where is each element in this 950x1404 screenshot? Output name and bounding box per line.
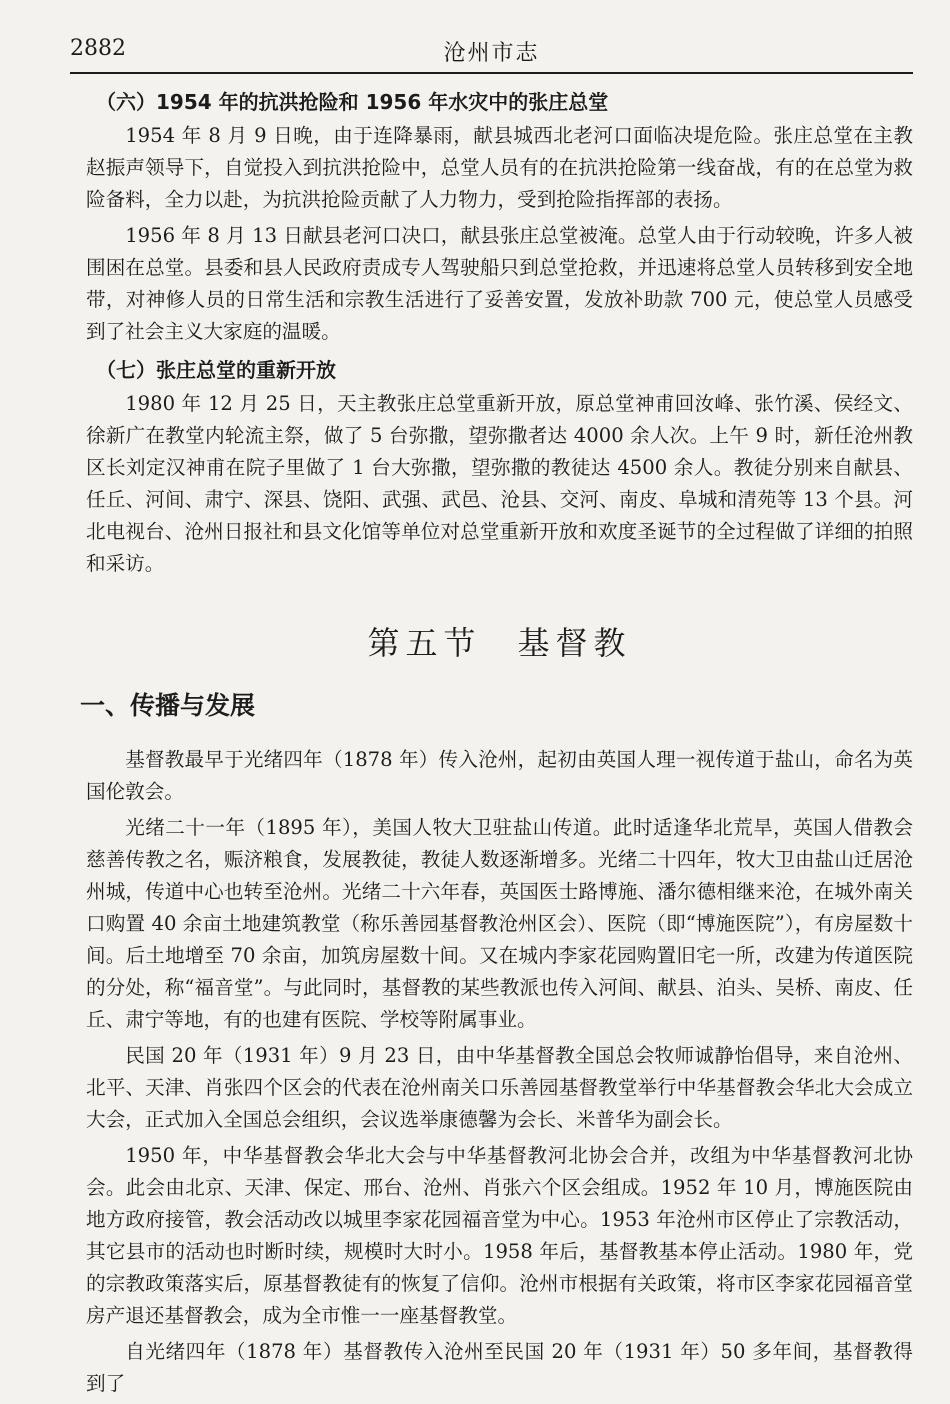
subsection-paragraph-1: 基督教最早于光绪四年（1878 年）传入沧州，起初由英国人理一视传道于盐山，命名为英国伦敦会。 <box>86 748 913 803</box>
section-title <box>86 618 913 664</box>
subsection-paragraph-4: 1950 年，中华基督教会华北大会与中华基督教河北协会合并，改组为中华基督教河北协会。此会由北京、天津、保定、邢台、沧州、肖张六个区会组成。1952 年 10 月，博施医院由地方政府接管，教会活动改以城里李家花园福音堂为中心。1953 年沧州市区停止了宗教活动，其它县市的活动也时断时续，规模时大时小。1958 年后，基督教基本停止活动。1980 年，党的宗教政策落实后，原基督教徒有的恢复了信仰。沧州市根据有关政策，将市区李家花园福音堂房产退还基督教会，成为全市惟一一座基督教堂。 <box>86 1144 913 1327</box>
subsection-heading: 一、传播与发展 <box>80 691 256 720</box>
part6-paragraph-1: 1954 年 8 月 9 日晚，由于连降暴雨，献县城西北老河口面临决堤危险。张庄总堂在主教赵振声领导下，自觉投入到抗洪抢险中，总堂人员有的在抗洪抢险第一线奋战，有的在总堂为救险备料，全力以赴，为抗洪抢险贡献了人力物力，受到抢险指挥部的表扬。 <box>86 124 913 211</box>
page-content <box>80 84 913 1404</box>
part6-heading: （六）1954 年的抗洪抢险和 1956 年水灾中的张庄总堂 <box>96 90 609 114</box>
subsection-paragraph-5: 自光绪四年（1878 年）基督教传入沧州至民国 20 年（1931 年）50 多年间，基督教得到了 <box>86 1340 913 1395</box>
subsection-paragraph-3: 民国 20 年（1931 年）9 月 23 日，由中华基督教全国总会牧师诚静怡倡导，来自沧州、北平、天津、肖张四个区会的代表在沧州南关口乐善园基督教堂举行中华基督教会华北大会成立大会，正式加入全国总会组织，会议选举康德馨为会长、米普华为副会长。 <box>86 1044 913 1131</box>
section-name: 基督教 <box>517 624 632 662</box>
part6-paragraph-2: 1956 年 8 月 13 日献县老河口决口，献县张庄总堂被淹。总堂人由于行动较晚，许多人被围困在总堂。县委和县人民政府责成专人驾驶船只到总堂抢救，并迅速将总堂人员转移到安全地带，对神修人员的日常生活和宗教生活进行了妥善安置，发放补助款 700 元，使总堂人员感受到了社会主义大家庭的温暖。 <box>86 224 913 343</box>
subsection-paragraph-2: 光绪二十一年（1895 年），美国人牧大卫驻盐山传道。此时适逢华北荒旱，英国人借教会慈善传教之名，赈济粮食，发展教徒，教徒人数逐渐增多。光绪二十四年，牧大卫由盐山迁居沧州城，传道中心也转至沧州。光绪二十六年春，英国医士路博施、潘尔德相继来沧，在城外南关口购置 40 余亩土地建筑教堂（称乐善园基督教沧州区会）、医院（即“博施医院”），有房屋数十间。后土地增至 70 余亩，加筑房屋数十间。又在城内李家花园购置旧宅一所，改建为传道医院的分处，称“福音堂”。与此同时，基督教的某些教派也传入河间、献县、泊头、吴桥、南皮、任丘、肃宁等地，有的也建有医院、学校等附属事业。 <box>86 816 913 1031</box>
page-number: 2882 <box>70 36 126 61</box>
running-title: 沧州市志 <box>443 41 540 66</box>
part7-paragraph-1: 1980 年 12 月 25 日，天主教张庄总堂重新开放，原总堂神甫回汝峰、张竹溪、侯经文、徐新广在教堂内轮流主祭，做了 5 台弥撒，望弥撒者达 4000 余人次。上午 9 时，新任沧州教区长刘定汉神甫在院子里做了 1 台大弥撒，望弥撒的教徒达 4500 余人。教徒分别来自献县、任丘、河间、肃宁、深县、饶阳、武强、武邑、沧县、交河、南皮、阜城和清苑等 13 个县。河北电视台、沧州日报社和县文化馆等单位对总堂重新开放和欢度圣诞节的全过程做了详细的拍照和采访。 <box>86 392 913 575</box>
part7-heading: （七）张庄总堂的重新开放 <box>96 358 336 382</box>
section-number: 第五节 <box>367 624 482 662</box>
page-header <box>70 30 913 74</box>
